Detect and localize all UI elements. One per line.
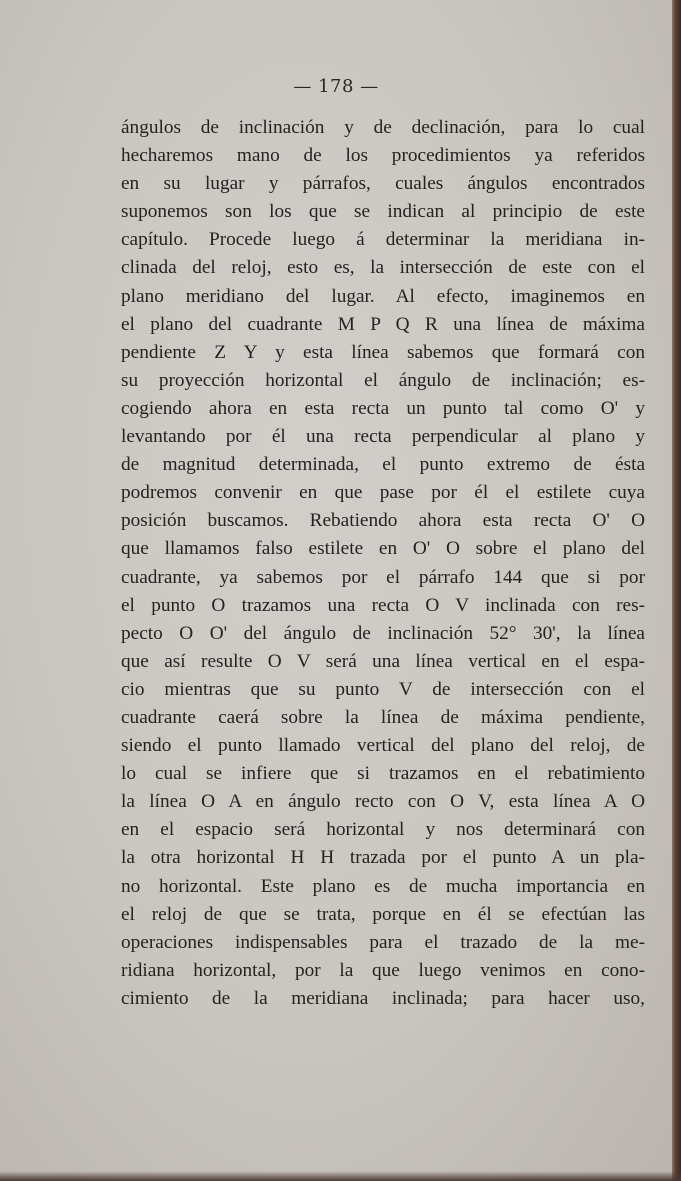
page-number: — 178 — [293, 76, 379, 97]
page-edge [672, 0, 681, 1181]
body-text [121, 114, 645, 1013]
text-line: de magnitud determinada, el punto extremo de ésta [121, 454, 645, 476]
text-line: ridiana horizontal, por la que luego venimos en cono- [121, 959, 645, 981]
text-line: que así resulte O V será una línea vertical en el espa- [121, 650, 645, 672]
text-line: pecto O O' del ángulo de inclinación 52° 30', la línea [121, 622, 645, 644]
text-line: podremos convenir en que pase por él el estilete cuya [121, 482, 645, 504]
text-line: cimiento de la meridiana inclinada; para hacer uso, [121, 987, 645, 1009]
text-line: suponemos son los que se indican al principio de este [121, 201, 645, 223]
text-line: que llamamos falso estilete en O' O sobre el plano del [121, 538, 645, 560]
text-line: su proyección horizontal el ángulo de inclinación; es- [121, 369, 645, 391]
text-line: capítulo. Procede luego á determinar la meridiana in- [121, 229, 645, 251]
text-line: posición buscamos. Rebatiendo ahora esta recta O' O [121, 510, 645, 532]
text-line: cio mientras que su punto V de intersección con el [121, 678, 645, 700]
page-bottom-edge [0, 1171, 681, 1181]
text-line: plano meridiano del lugar. Al efecto, imaginemos en [121, 285, 645, 307]
text-line: pendiente Z Y y esta línea sabemos que formará con [121, 341, 645, 363]
text-line: levantando por él una recta perpendicular al plano y [121, 426, 645, 448]
text-line: cogiendo ahora en esta recta un punto tal como O' y [121, 397, 645, 419]
text-line: cuadrante caerá sobre la línea de máxima pendiente, [121, 706, 645, 728]
text-line: clinada del reloj, esto es, la intersección de este con el [121, 257, 645, 279]
text-line: la línea O A en ángulo recto con O V, esta línea A O [121, 791, 645, 813]
text-line: el punto O trazamos una recta O V inclinada con res- [121, 594, 645, 616]
text-line: no horizontal. Este plano es de mucha importancia en [121, 875, 645, 897]
text-line: siendo el punto llamado vertical del plano del reloj, de [121, 735, 645, 757]
text-line: el reloj de que se trata, porque en él se efectúan las [121, 903, 645, 925]
text-line: hecharemos mano de los procedimientos ya referidos [121, 145, 645, 167]
text-line: la otra horizontal H H trazada por el punto A un pla- [121, 847, 645, 869]
text-line: lo cual se infiere que si trazamos en el rebatimiento [121, 763, 645, 785]
text-line: el plano del cuadrante M P Q R una línea de máxima [121, 313, 645, 335]
text-line: en su lugar y párrafos, cuales ángulos encontrados [121, 173, 645, 195]
text-line: cuadrante, ya sabemos por el párrafo 144 que si por [121, 566, 645, 588]
text-line: operaciones indispensables para el trazado de la me- [121, 931, 645, 953]
text-line: en el espacio será horizontal y nos determinará con [121, 819, 645, 841]
text-line: ángulos de inclinación y de declinación, para lo cual [121, 117, 645, 138]
